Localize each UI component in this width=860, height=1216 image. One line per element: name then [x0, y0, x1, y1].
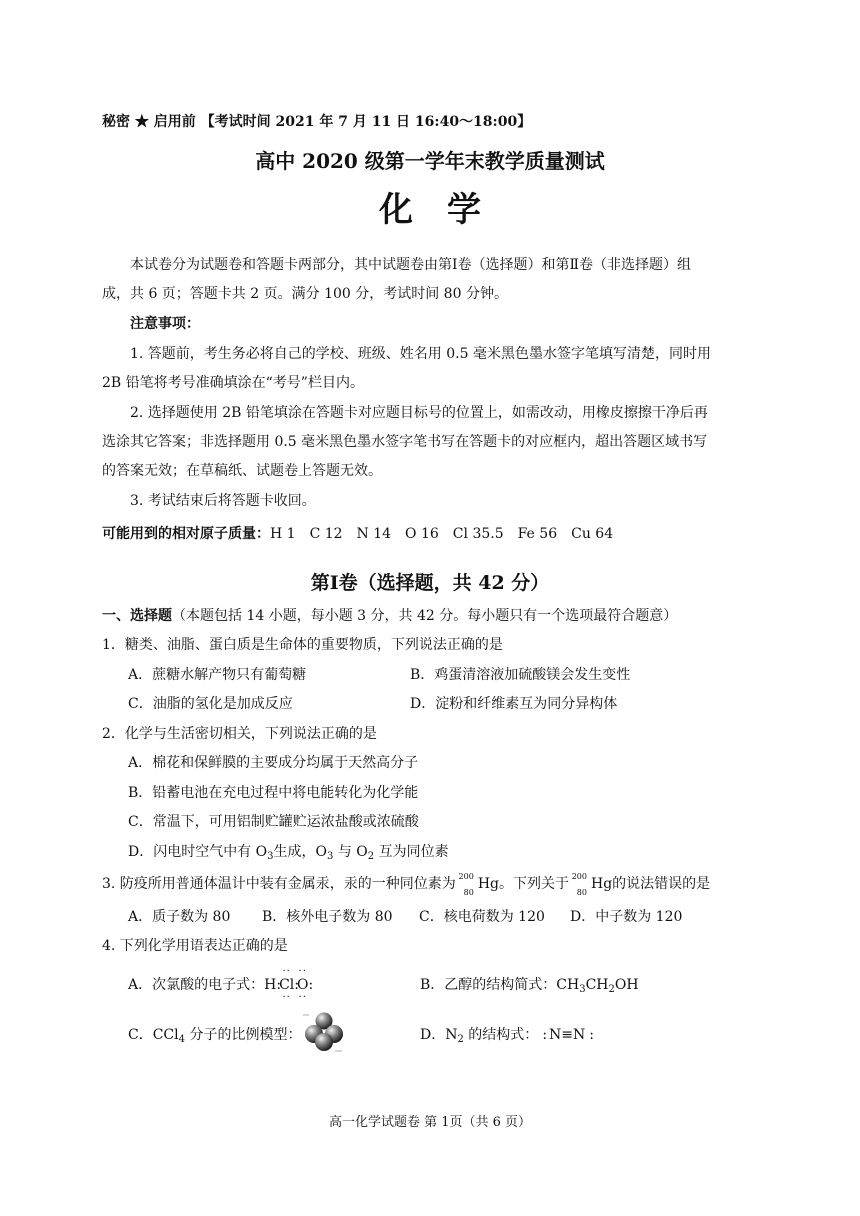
lone-pair-dots-icon: : [294, 977, 297, 993]
q4-option-d [420, 1024, 592, 1045]
q4-c-text-1: C．CCl [128, 1027, 179, 1043]
section-instructions [102, 605, 677, 625]
q3-option-a: A．质子数为 80 [128, 909, 231, 925]
q3-option-b: B．核外电子数为 80 [262, 909, 393, 925]
formula-o-with-dots [296, 966, 309, 1003]
q3-stem-pre: 3. 防疫所用普通体温计中装有金属汞，汞的一种同位素为 [102, 876, 456, 892]
q2-option-c: C．常温下，可用铝制贮罐贮运浓盐酸或浓硫酸 [128, 814, 419, 830]
q2-d-text-4: 互为同位素 [374, 844, 449, 860]
q4-a-label: A．次氯酸的电子式： [128, 977, 265, 993]
q2-d-sub-1: 3 [267, 851, 274, 862]
q4-option-a [128, 966, 312, 1003]
q2-d-text-1: D．闪电时空气中有 O [128, 844, 268, 860]
notice-heading: 注意事项： [130, 316, 200, 332]
formula-cl: Cl [279, 977, 295, 993]
q4-option-b [420, 974, 639, 995]
q2-option-a: A．棉花和保鲜膜的主要成分均属于天然高分子 [128, 755, 419, 771]
lone-pair-dots-icon: ·· [298, 992, 307, 1003]
lone-pair-dots-icon: ·· [282, 992, 291, 1003]
q4-b-text-1: B．乙醇的结构简式：CH [420, 977, 580, 993]
notice-item-1-line-2: 2B 铅笔将考号准确填涂在“考号”栏目内。 [102, 375, 364, 391]
q2-d-text-2: 生成，O [273, 844, 328, 860]
q4-option-c [128, 1024, 301, 1045]
q3-symbol-2: Hg [590, 876, 613, 892]
q2-d-sub-3: 2 [367, 851, 375, 862]
q3-mass-number-1: 200 [458, 872, 474, 881]
q3-stem [102, 872, 711, 897]
hypochlorous-electron-formula [264, 966, 312, 1003]
atomic-mass-values: H 1 C 12 N 14 O 16 Cl 35.5 Fe 56 Cu 64 [270, 526, 614, 542]
q4-d-sub: 2 [457, 1034, 464, 1045]
page-footer: 高一化学试题卷 第 1页（共 6 页） [328, 1115, 532, 1130]
subject-title: 化 学 [379, 190, 481, 230]
q4-d-text-2: 的结构式： [463, 1027, 539, 1043]
intro-line-2: 成，共 6 页；答题卡共 2 页。满分 100 分，考试时间 80 分钟。 [102, 286, 508, 302]
q3-atomic-number-2: 80 [576, 888, 587, 897]
q3-symbol-1: Hg [477, 876, 499, 892]
section-part-label: 一、选择题 [102, 608, 172, 624]
ccl4-space-filling-model-icon [300, 1008, 348, 1056]
notice-item-3: 3. 考试结束后将答题卡收回。 [130, 493, 316, 509]
q2-option-b: B．铅蓄电池在充电过程中将电能转化为化学能 [128, 785, 419, 801]
q4-c-text-2: 分子的比例模型： [185, 1027, 302, 1043]
lone-pair-dots-icon: : [542, 1027, 546, 1043]
notice-item-1-line-1: 1. 答题前，考生务必将自己的学校、班级、姓名用 0.5 毫米黑色墨水签字笔填写清楚，同时用 [130, 346, 711, 362]
q3-option-c: C．核电荷数为 120 [419, 909, 545, 925]
confidential-line: 秘密 ★ 启用前 【考试时间 2021 年 7 月 11 日 16:40～18:00】 [102, 114, 532, 130]
q2-d-sub-2: 3 [327, 851, 334, 862]
q3-nuclide-1 [456, 872, 478, 897]
q2-stem: 2．化学与生活密切相关，下列说法正确的是 [102, 726, 377, 742]
n2-structural-formula: N≡N [549, 1027, 586, 1043]
formula-cl-with-dots [279, 966, 295, 1003]
q4-stem: 4. 下列化学用语表达正确的是 [102, 938, 288, 954]
q3-mass-number-2: 200 [571, 872, 587, 881]
notice-item-2-line-2: 选涂其它答案；非选择题用 0.5 毫米黑色墨水签字笔书写在答题卡的对应框内，超出答题区域书写 [102, 434, 708, 450]
q1-option-d: D．淀粉和纤维素互为同分异构体 [410, 696, 618, 712]
q3-atomic-number-1: 80 [463, 888, 474, 897]
lone-pair-dots-icon: ·· [282, 966, 291, 977]
q3-stem-mid: 。下列关于 [498, 876, 569, 892]
q4-d-text-1: D．N [420, 1027, 458, 1043]
atomic-mass-label: 可能用到的相对原子质量： [102, 526, 270, 542]
notice-item-2-line-3: 的答案无效；在草稿纸、试题卷上答题无效。 [102, 463, 382, 479]
lone-pair-dots-icon: : [276, 977, 280, 993]
lone-pair-dots-icon: : [308, 977, 312, 993]
section-part-desc: （本题包括 14 小题，每小题 3 分，共 42 分。每小题只有一个选项最符合题意） [172, 608, 678, 624]
section-title: 第Ⅰ卷（选择题，共 42 分） [310, 572, 550, 594]
lone-pair-dots-icon: : [589, 1027, 592, 1043]
q1-option-a: A．蔗糖水解产物只有葡萄糖 [128, 667, 307, 683]
q3-option-d: D．中子数为 120 [570, 909, 683, 925]
exam-title: 高中 2020 级第一学年末教学质量测试 [255, 149, 605, 173]
notice-item-2-line-1: 2. 选择题使用 2B 铅笔填涂在答题卡对应题目标号的位置上，如需改动，用橡皮擦擦干净后再 [130, 405, 708, 421]
q4-b-text-3: OH [614, 977, 639, 993]
intro-line-1: 本试卷分为试题卷和答题卡两部分，其中试题卷由第Ⅰ卷（选择题）和第Ⅱ卷（非选择题）组 [130, 257, 692, 273]
lone-pair-dots-icon: ·· [298, 966, 307, 977]
q4-b-sub-1: 3 [579, 984, 586, 995]
q3-nuclide-2 [569, 872, 591, 897]
formula-h: H [264, 977, 277, 993]
q3-stem-post: 的说法错误的是 [612, 876, 711, 892]
q1-stem: 1．糖类、油脂、蛋白质是生命体的重要物质，下列说法正确的是 [102, 637, 503, 653]
q1-option-b: B．鸡蛋清溶液加硫酸镁会发生变性 [410, 667, 631, 683]
q2-d-text-3: 与 O [333, 844, 368, 860]
q2-option-d [128, 841, 449, 862]
formula-o: O [296, 977, 309, 993]
q4-c-sub: 4 [178, 1034, 185, 1045]
q1-option-c: C．油脂的氢化是加成反应 [128, 696, 293, 712]
q4-b-sub-2: 2 [608, 984, 615, 995]
atomic-mass-line [102, 523, 613, 543]
q4-b-text-2: CH [585, 977, 609, 993]
